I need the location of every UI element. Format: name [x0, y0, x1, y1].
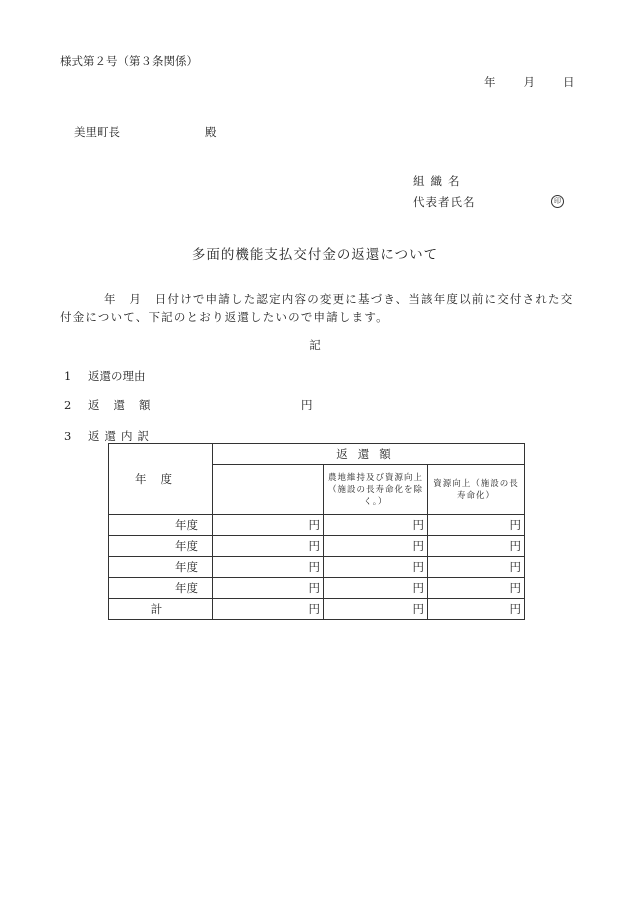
total-cell: 円	[213, 515, 324, 536]
farmland-cell: 円	[324, 599, 428, 620]
date-year-label: 年	[484, 75, 496, 89]
item-breakdown	[64, 428, 154, 444]
addressee-name: 美里町長	[74, 125, 120, 139]
year-cell: 年度	[109, 515, 213, 536]
farmland-cell: 円	[324, 536, 428, 557]
item-label: 返還額	[88, 398, 165, 412]
item-label: 返還の理由	[88, 369, 146, 383]
farmland-cell: 円	[324, 578, 428, 599]
item-amount	[64, 397, 165, 413]
date-day-label: 日	[563, 75, 575, 89]
table-row	[109, 557, 525, 578]
table-total-row	[109, 599, 525, 620]
date-month-label: 月	[523, 75, 535, 89]
resources-cell: 円	[428, 578, 525, 599]
total-cell: 円	[213, 599, 324, 620]
table-row	[109, 578, 525, 599]
year-cell: 年度	[109, 557, 213, 578]
body-paragraph: 年 月 日付けで申請した認定内容の変更に基づき、当該年度以前に交付された交付金について、下記のとおり返還したいので申請します。	[60, 292, 574, 324]
year-cell: 年度	[109, 536, 213, 557]
item-label: 返還内訳	[88, 429, 154, 443]
column-header-year: 年度	[109, 444, 213, 515]
total-label-cell: 計	[109, 599, 213, 620]
total-cell: 円	[213, 578, 324, 599]
column-header-resources: 資源向上（施設の長寿命化）	[428, 465, 525, 515]
total-cell: 円	[213, 557, 324, 578]
resources-cell: 円	[428, 599, 525, 620]
addressee-honorific: 殿	[205, 125, 217, 139]
representative-name-label: 代表者氏名	[413, 195, 476, 209]
column-header-amount: 返還額	[213, 444, 525, 465]
column-header-blank	[213, 465, 324, 515]
date-line	[484, 74, 575, 90]
item-number: 2	[64, 398, 72, 412]
item-number: 1	[64, 369, 72, 383]
farmland-cell: 円	[324, 515, 428, 536]
organization-name-label: 組織名	[413, 174, 466, 188]
column-header-farmland: 農地維持及び資源向上（施設の長寿命化を除く。）	[324, 465, 428, 515]
item-number: 3	[64, 429, 72, 443]
table-row	[109, 536, 525, 557]
amount-unit: 円	[301, 398, 313, 412]
form-number: 様式第２号（第３条関係）	[60, 54, 198, 68]
item-reason	[64, 368, 146, 384]
resources-cell: 円	[428, 515, 525, 536]
resources-cell: 円	[428, 557, 525, 578]
farmland-cell: 円	[324, 557, 428, 578]
ki-heading: 記	[309, 338, 321, 352]
breakdown-table	[108, 443, 525, 620]
seal-icon: 印	[551, 195, 564, 208]
total-cell: 円	[213, 536, 324, 557]
resources-cell: 円	[428, 536, 525, 557]
table-row	[109, 515, 525, 536]
year-cell: 年度	[109, 578, 213, 599]
document-title: 多面的機能支払交付金の返還について	[191, 247, 439, 263]
